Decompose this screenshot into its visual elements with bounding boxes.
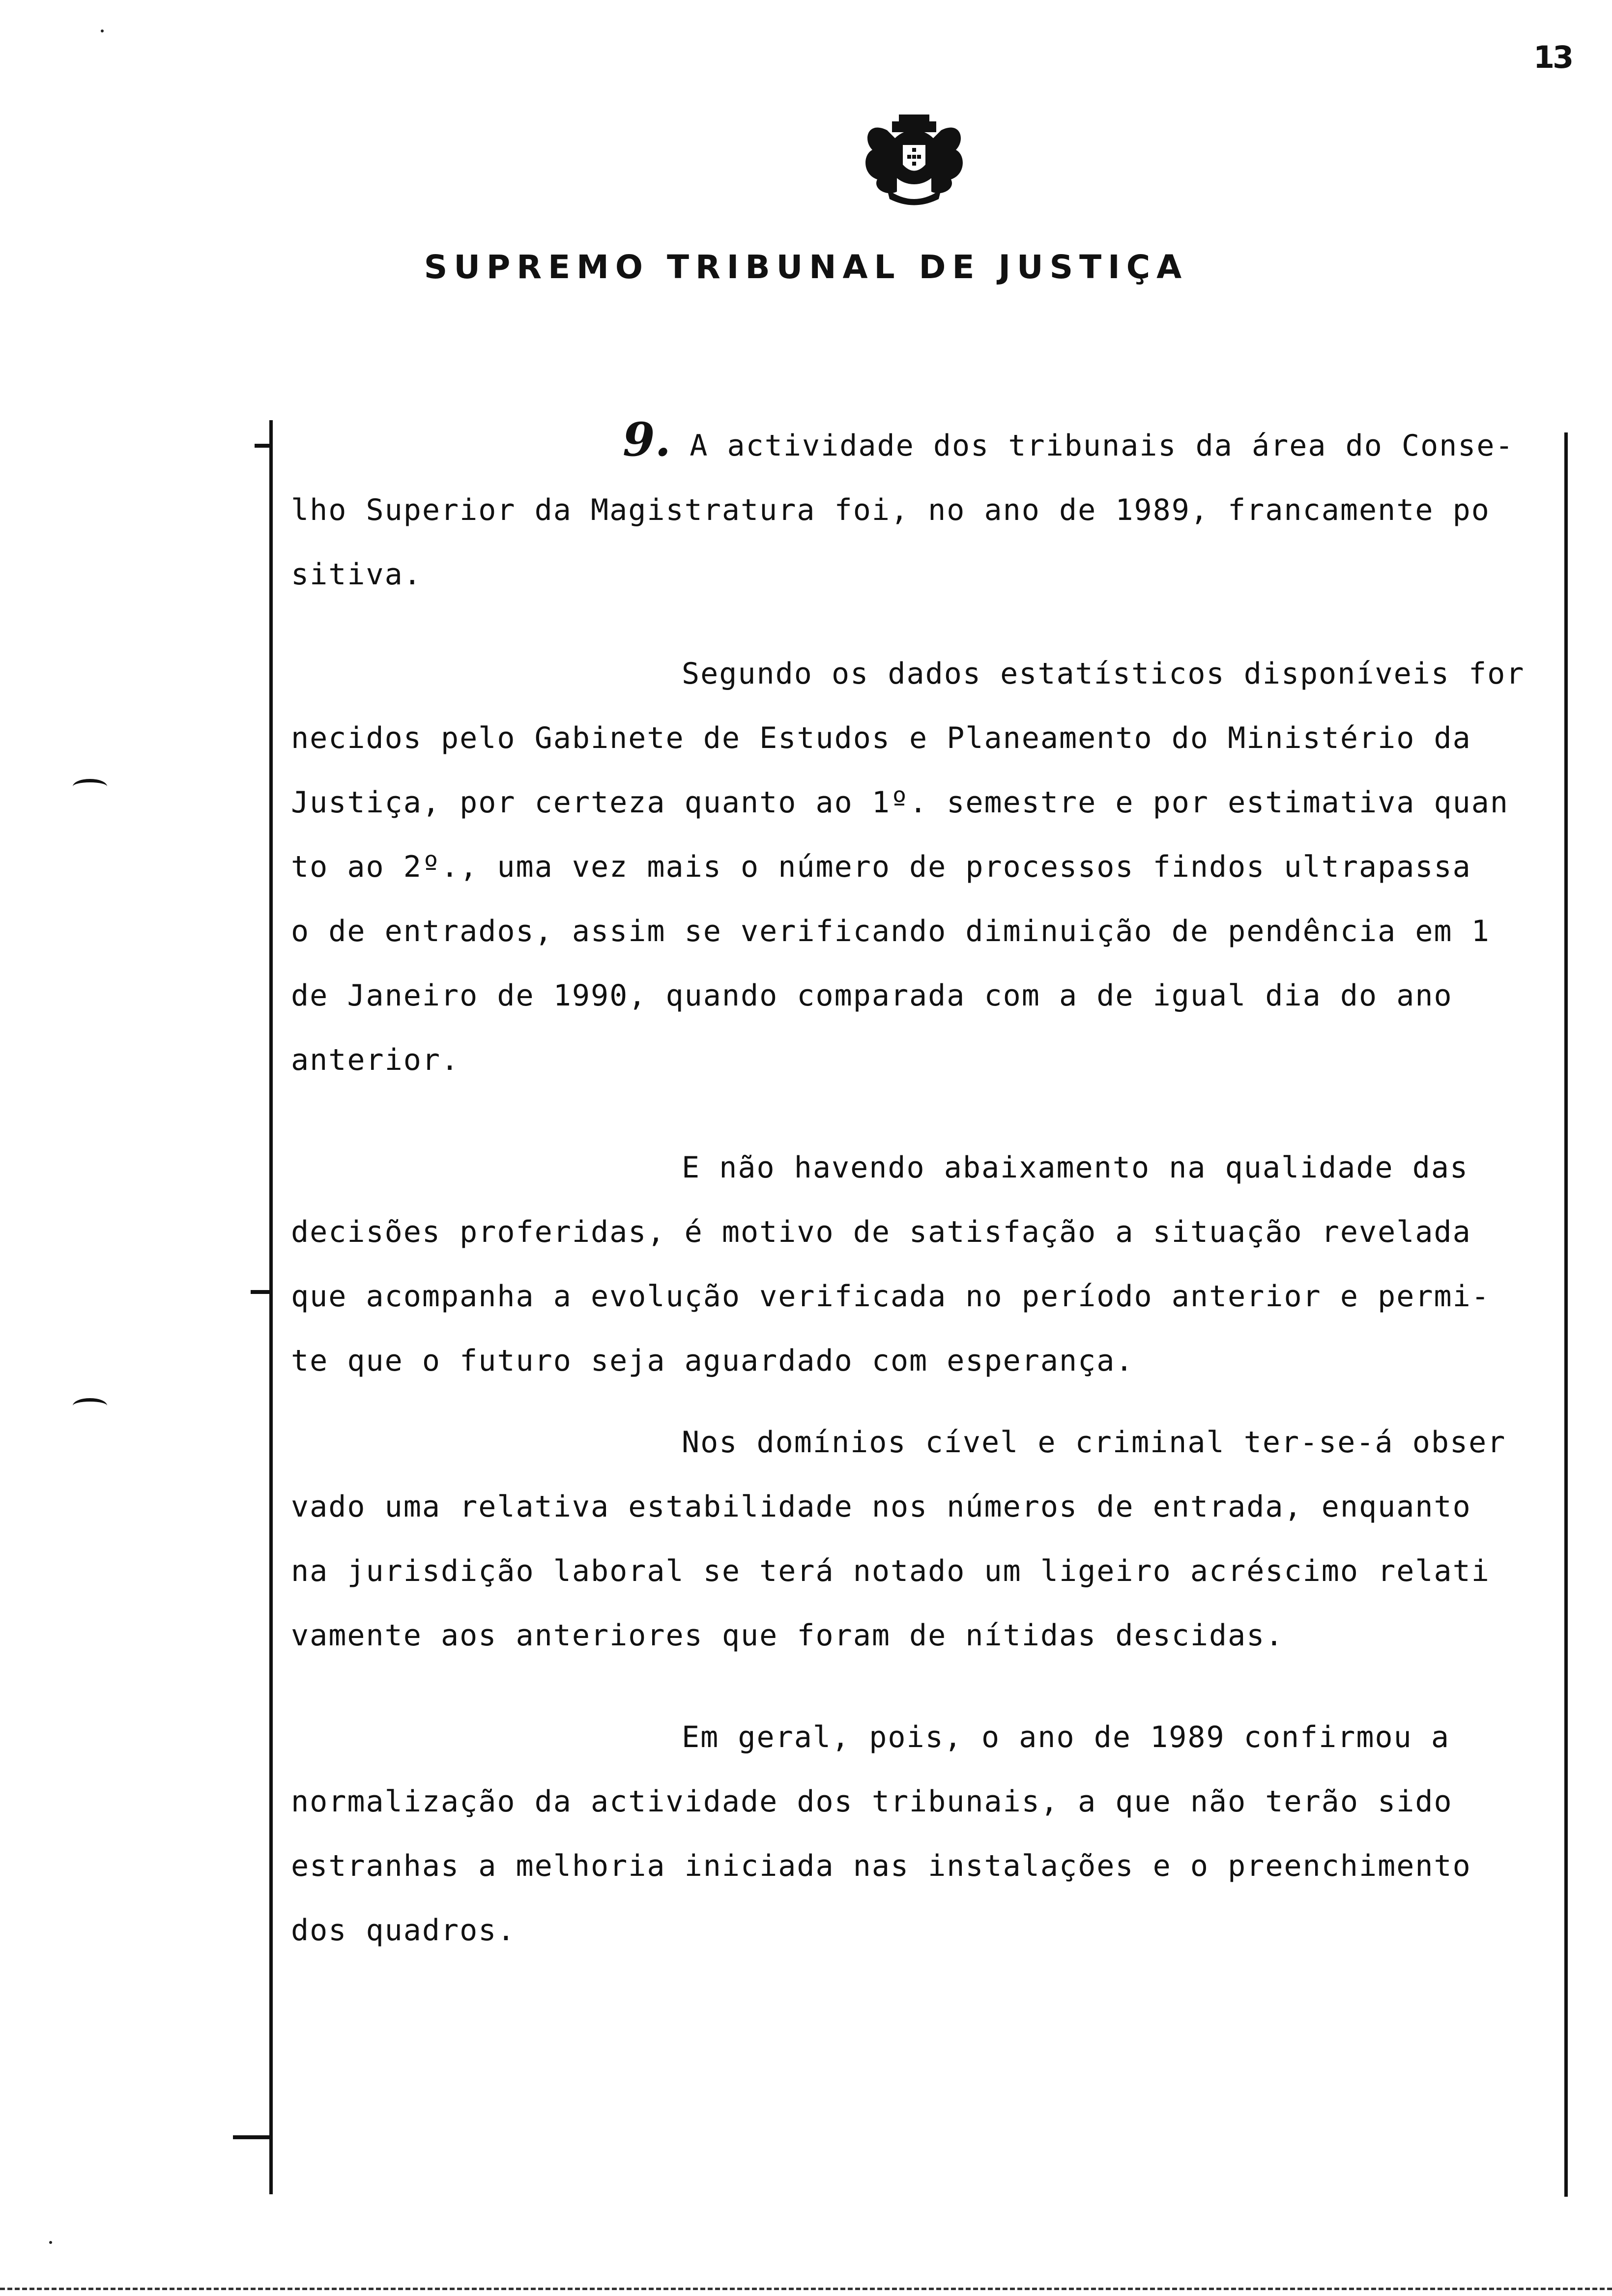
paragraph-3	[291, 1136, 1539, 1393]
paragraph-line: vado uma relativa estabilidade nos números de entrada, enquanto	[291, 1490, 1471, 1524]
paragraph-line: Em geral, pois, o ano de 1989 confirmou a	[682, 1720, 1450, 1754]
paragraph-2	[291, 642, 1539, 1092]
paragraph-line: decisões proferidas, é motivo de satisfação a situação revelada	[291, 1215, 1471, 1249]
paragraph-line: normalização da actividade dos tribunais, a que não terão sido	[291, 1784, 1453, 1819]
paragraph-line: vamente aos anteriores que foram de nítidas descidas.	[291, 1618, 1284, 1653]
margin-tick	[233, 2135, 270, 2139]
paragraph-line: to ao 2º., uma vez mais o número de processos findos ultrapassa	[291, 850, 1471, 884]
margin-mark	[73, 1398, 107, 1413]
paragraph-line: lho Superior da Magistratura foi, no ano de 1989, francamente po	[291, 493, 1490, 527]
paragraph-line: na jurisdição laboral se terá notado um ligeiro acréscimo relati	[291, 1554, 1490, 1588]
right-margin-rule	[1564, 432, 1568, 2197]
paragraph-line: Segundo os dados estatísticos disponíveis for	[682, 657, 1525, 691]
paragraph-line: sitiva.	[291, 557, 422, 592]
margin-mark	[73, 779, 107, 794]
paragraph-line: Justiça, por certeza quanto ao 1º. semestre e por estimativa quan	[291, 785, 1509, 820]
paragraph-line: o de entrados, assim se verificando diminuição de pendência em 1	[291, 914, 1490, 948]
paragraph-line: Nos domínios cível e criminal ter-se-á obser	[682, 1425, 1506, 1460]
paragraph-line: estranhas a melhoria iniciada nas instalações e o preenchimento	[291, 1849, 1471, 1883]
paragraph-text: A actividade dos tribunais da área do Conse-	[690, 429, 1514, 463]
bottom-edge-line	[0, 2288, 1612, 2293]
paragraph-line: anterior.	[291, 1043, 460, 1077]
paragraph-line: dos quadros.	[291, 1913, 516, 1948]
paragraph-5	[291, 1705, 1539, 1963]
paragraph-line: E não havendo abaixamento na qualidade das	[682, 1150, 1469, 1185]
paragraph-line: te que o futuro seja aguardado com esperança.	[291, 1344, 1134, 1378]
margin-tick	[255, 444, 270, 448]
paragraph-number: 9.	[623, 413, 671, 467]
paragraph-line: necidos pelo Gabinete de Estudos e Planeamento do Ministério da	[291, 721, 1471, 755]
paragraph-4	[291, 1410, 1539, 1668]
left-margin-rule	[269, 420, 273, 2194]
paragraph-line: de Janeiro de 1990, quando comparada com a de igual dia do ano	[291, 978, 1453, 1013]
speck	[49, 2241, 52, 2244]
paragraph-line: que acompanha a evolução verificada no período anterior e permi-	[291, 1279, 1490, 1314]
institution-heading: SUPREMO TRIBUNAL DE JUSTIÇA	[424, 248, 1188, 286]
speck	[101, 29, 104, 32]
margin-tick	[251, 1290, 269, 1294]
paragraph-line	[291, 408, 1539, 478]
paragraph-1	[291, 408, 1539, 607]
page-number: 13	[1533, 39, 1572, 75]
coat-of-arms-icon	[858, 111, 971, 209]
